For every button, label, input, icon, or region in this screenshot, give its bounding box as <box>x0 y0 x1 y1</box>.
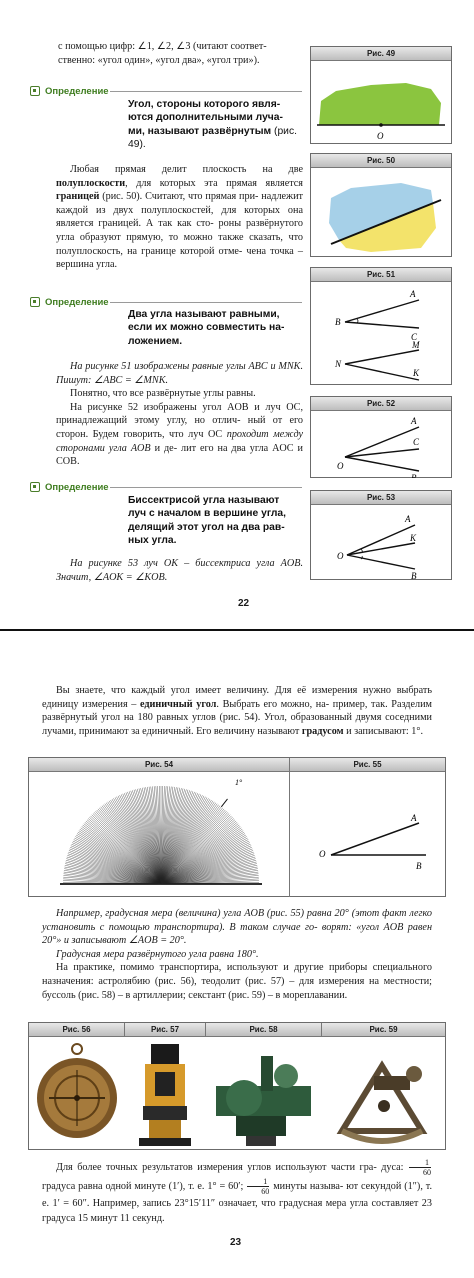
half-plane-shape <box>319 83 441 125</box>
figure-54-55-frame <box>28 757 446 897</box>
paragraph-equal-angles <box>56 360 303 469</box>
intro-line-1: с помощью цифр: ∠1, ∠2, ∠3 (читают соответ- <box>58 41 267 52</box>
definition-icon <box>30 297 40 307</box>
text-run: градуса равна одной минуте (1′), т. е. 1° = 60′; <box>42 1180 244 1192</box>
vertex-point <box>379 123 383 127</box>
figure-52 <box>310 396 452 478</box>
label-B: B <box>411 473 417 478</box>
figure-49-caption: Рис. 49 <box>311 47 451 61</box>
definition-header-2 <box>30 295 109 309</box>
italic-phrase: проходит между сторонами угла AOB <box>56 428 303 454</box>
label-A: A <box>411 813 417 823</box>
paragraph-fig53: На рисунке 53 луч OK – биссектриса угла AOB. Значит, ∠AOK = ∠KOB. <box>56 558 303 583</box>
label-M: M <box>412 340 420 350</box>
degree-ray <box>161 801 213 884</box>
label-K: K <box>413 368 420 378</box>
paragraph-straight-angles: Понятно, что все развёрнутые углы равны. <box>70 388 256 400</box>
definition-2-text: Два угла называют равными, если их можно совместить на- ложением. <box>128 309 285 347</box>
page-number-22: 22 <box>238 598 250 609</box>
degree-ray <box>78 832 161 884</box>
definition-divider <box>110 487 302 488</box>
figure-50 <box>310 153 452 257</box>
label-B: B <box>335 317 341 327</box>
frac-den: 60 <box>261 1187 270 1196</box>
figure-57-caption: Рис. 57 <box>125 1023 206 1037</box>
figure-58-caption: Рис. 58 <box>206 1023 322 1037</box>
compass-image <box>206 1036 321 1150</box>
definition-1-ref: (рис. 49). <box>128 125 297 151</box>
figure-51 <box>310 267 452 385</box>
figure-52-drawing <box>311 411 451 478</box>
text-run: Любая прямая делит плоскость на две <box>70 164 303 175</box>
text-run: и записывают: 1°. <box>343 725 423 737</box>
figure-49-drawing <box>311 61 451 144</box>
page-divider <box>0 629 474 631</box>
term-half-plane: полуплоскости <box>56 177 126 189</box>
frac-num: 1 <box>247 1177 269 1187</box>
text-run: , для которых эта прямая является <box>125 177 303 189</box>
figure-55-caption: Рис. 55 <box>290 758 445 772</box>
astrolabe-image <box>29 1036 124 1150</box>
figure-51-caption: Рис. 51 <box>311 268 451 282</box>
text-run: и де- лит его на два угла AOC и COB. <box>56 442 303 468</box>
label-O: O <box>319 849 326 859</box>
label-O: O <box>337 461 344 471</box>
intro-line-2: ственно: «угол один», «угол два», «угол три»). <box>58 54 260 66</box>
paragraph-straight-180: Градусная мера развёрнутого угла равна 180°. <box>56 948 259 960</box>
definition-3-text: Биссектрисой угла называют луч с началом в вершине угла, делящий этот угол на два рав- ных угла. <box>128 495 286 547</box>
instruments-header <box>29 1023 445 1036</box>
fraction-one-sixtieth <box>247 1177 269 1196</box>
definition-header-1 <box>30 84 109 98</box>
definition-1-text <box>128 98 300 152</box>
text-run: (рис. 50). Считают, что прямая при- надлежит каждой из двух полуплоскостей, для которых она является границей. А так как сто- роны развёрнутого угла образуют прямую, то можно также сказать, что полуплоскость, на границе которой отме- чена точка – вершина угла. <box>56 191 303 271</box>
figure-49 <box>310 46 452 144</box>
label-C: C <box>411 332 418 342</box>
label-A: A <box>411 416 417 426</box>
text-run: минуты называ- ют секундой (1″), т. е. 1′ = 60″. Например, запись 23°15′11″ означает, что градусная мера угла составляет 23 градуса 15 минут 11 секунд. <box>42 1180 433 1224</box>
text-run: На рисунке 52 изображены угол AOB и луч OC, принадлежащий этому углу, но отлич- ный от его сторон. Будем говорить, что луч OC <box>56 401 303 440</box>
figure-54-drawing <box>30 771 288 897</box>
paragraph-fig55: Например, градусная мера (величина) угла AOB (рис. 55) равна 20° (этот факт легко установить с помощью транспортира). В таком случае го- ворят: «угол AOB равен 20°» и записывают ∠AOB = 20°. <box>42 908 432 947</box>
sextant-image <box>322 1036 446 1150</box>
definition-1-body: Угол, стороны которого явля- ются дополнительными луча- ми, называют развёрнутым <box>128 99 283 137</box>
intro-text <box>58 40 303 67</box>
label-one-degree: 1° <box>235 778 243 787</box>
definition-divider <box>110 91 302 92</box>
page-number-23: 23 <box>230 1237 242 1248</box>
definition-label: Определение <box>45 481 109 493</box>
text-run: Вы знаете, что каждый угол имеет величину. Для её измерения нужно выбрать единицу измерения – <box>42 685 432 710</box>
degree-ray <box>161 832 244 884</box>
label-K: K <box>410 533 417 543</box>
fraction-one-sixtieth <box>409 1158 431 1177</box>
figure-53 <box>310 490 452 580</box>
paragraph-fig51: На рисунке 51 изображены равные углы ABC и MNK. Пишут: ∠ABC = ∠MNK. <box>56 361 303 386</box>
text-run: Для более точных результатов измерения углов используют части гра- дуса: <box>56 1161 404 1173</box>
figure-split-line <box>289 771 290 897</box>
paragraph-minutes <box>42 1158 432 1226</box>
label-O: O <box>377 131 384 141</box>
paragraph-degree <box>42 684 432 738</box>
text-run: . Выбрать его можно, на- пример, так. Разделим развёрнутый угол на 180 равных углов (рис. 54). Угол, образованный двумя соседними лучами, принимают за единичный. Его величину называют <box>42 698 432 737</box>
paragraph-measure <box>42 907 432 1002</box>
definition-header-3 <box>30 480 109 494</box>
figure-53-caption: Рис. 53 <box>311 491 451 505</box>
degree-ray <box>109 801 161 884</box>
figure-52-caption: Рис. 52 <box>311 397 451 411</box>
label-B: B <box>411 571 417 580</box>
frac-den: 60 <box>423 1168 431 1177</box>
figure-50-drawing <box>311 168 451 257</box>
paragraph-half-planes <box>56 163 303 272</box>
figure-53-drawing <box>311 505 451 580</box>
frac-num: 1 <box>409 1158 431 1168</box>
figure-55-drawing <box>291 771 445 897</box>
definition-label: Определение <box>45 296 109 308</box>
theodolite-image <box>125 1036 205 1150</box>
term-boundary: границей <box>56 191 100 203</box>
label-B: B <box>416 861 422 871</box>
definition-divider <box>110 302 302 303</box>
definition-icon <box>30 86 40 96</box>
figure-56-59-frame <box>28 1022 446 1150</box>
figure-50-caption: Рис. 50 <box>311 154 451 168</box>
label-A: A <box>405 514 411 524</box>
term-degree: градусом <box>301 725 344 737</box>
definition-label: Определение <box>45 85 109 97</box>
term-unit-angle: единичный угол <box>140 698 217 710</box>
label-A: A <box>410 289 416 299</box>
label-C: C <box>413 437 420 447</box>
label-O: O <box>337 551 344 561</box>
figure-54-caption: Рис. 54 <box>29 758 290 772</box>
figure-51-drawing <box>311 282 451 385</box>
paragraph-instruments: На практике, помимо транспортира, используют и другие приборы специального назначения: астролябию (рис. 56), теодолит (рис. 57) – для измерения на местности; буссоль (рис. 58) – в артиллерии; секстант (рис. 59) – в мореплавании. <box>42 962 432 1001</box>
figure-59-caption: Рис. 59 <box>322 1023 445 1037</box>
definition-icon <box>30 482 40 492</box>
label-N: N <box>335 359 342 369</box>
one-degree-marker <box>221 799 227 807</box>
paragraph-bisector <box>56 557 303 584</box>
figure-56-caption: Рис. 56 <box>29 1023 125 1037</box>
figure-54-55-header <box>29 758 445 771</box>
